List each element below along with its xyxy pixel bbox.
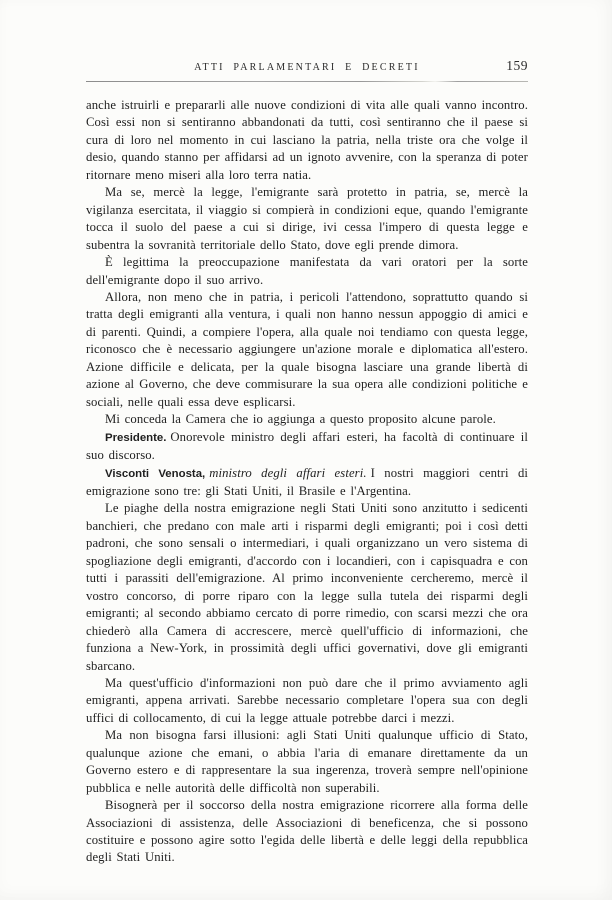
paragraph: Ma non bisogna farsi illusioni: agli Stati Uniti qualunque ufficio di Stato, qualunque azione che emani, o abbia l'aria di emanare direttamente da un Governo estero e di rappresentare la sua ingerenza, troverà sempre nell'opinione pubblica e nelle autorità delle difficoltà non superabili. [86, 728, 528, 795]
paragraph: È legittima la preoccupazione manifestata da vari oratori per la sorte dell'emigrante dopo il suo arrivo. [86, 255, 528, 287]
speaker-name: Visconti Venosta, [105, 467, 206, 480]
running-header [86, 60, 528, 76]
paragraph: anche istruirli e prepararli alle nuove condizioni di vita alle quali vanno incontro. Così essi non si sentiranno abbandonati da tutti, così sentiranno che il paese si cura di loro nel momento in cui lasciano la patria, nella triste ora che volge il desio, quando stanno per affidarsi ad un ignoto avvenire, con la speranza di poter ritornare meno miseri alla loro terra natia. [86, 98, 528, 182]
header-rule [86, 81, 528, 82]
paragraph: Mi conceda la Camera che io aggiunga a questo proposito alcune parole. [105, 412, 496, 427]
speech-text: Onorevole ministro degli affari esteri, ha facoltà di continuare il suo discorso. [86, 429, 528, 463]
paragraph: Ma se, mercè la legge, l'emigrante sarà protetto in patria, se, mercè la vigilanza esercitata, il viaggio si compierà in condizioni eque, quando l'emigrante tocca il suolo del paese a cui si dirige, ivi cessa l'impero di questa legge e subentra la sovranità territoriale dello Stato, dove egli prende dimora. [86, 185, 528, 252]
page-number: 159 [506, 58, 528, 73]
speaker-role: ministro degli affari esteri. [209, 465, 367, 480]
running-title: ATTI PARLAMENTARI E DECRETI [194, 62, 420, 73]
paragraph: Le piaghe della nostra emigrazione negli Stati Uniti sono anzitutto i sedicenti banchieri, che predano con male arti i risparmi degli emigranti; poi i così detti padroni, che sono sensali o intermediari, i quali organizzano un vero sistema di spogliazione degli emigranti, d'accordo con i locandieri, con i capisquadra e con tutti i parassiti dell'emigrazione. Al primo inconveniente cercheremo, mercè il vostro concorso, di porre riparo con la legge sulla tutela dei risparmi degli emigranti; al secondo abbiamo cercato di porre rimedio, con scarsi mezzi che ora chiederò alla Camera di accrescere, mercè quell'ufficio di informazioni, che funziona a New-York, in prossimità degli uffici governativi, dove gli emigranti sbarcano. [86, 501, 528, 673]
speech-text: I nostri maggiori centri di emigrazione sono tre: gli Stati Uniti, il Brasile e l'Argentina. [86, 465, 529, 498]
paragraph [86, 429, 528, 465]
paragraph [86, 465, 528, 501]
speaker-name: Presidente. [105, 431, 167, 444]
paragraph: Bisognerà per il soccorso della nostra emigrazione ricorrere alla forma delle Associazioni di assistenza, delle Associazioni di beneficenza, che si possono costituire e possono agire sotto l'egida delle libertà e delle leggi della repubblica degli Stati Uniti. [86, 798, 528, 865]
paragraph: Allora, non meno che in patria, i pericoli l'attendono, soprattutto quando si tratta degli emigranti alla ventura, i quali non hanno nessun appoggio di amici e di parenti. Quindi, a compiere l'opera, alla quale noi tendiamo con questa legge, riconosco che è necessario aggiungere un'azione morale e diplomatica all'estero. Azione difficile e delicata, per la quale bisogna lasciare una grande libertà di azione al Governo, che deve commisurare la sua opera alle condizioni politiche e sociali, nelle quali essa deve esplicarsi. [86, 289, 528, 409]
document-body [86, 97, 528, 867]
paragraph: Ma quest'ufficio d'informazioni non può dare che il primo avviamento agli emigranti, appena arrivati. Sarebbe necessario completare l'opera sua con degli uffici di collocamento, di cui la legge attuale potrebbe darci i mezzi. [86, 675, 528, 725]
